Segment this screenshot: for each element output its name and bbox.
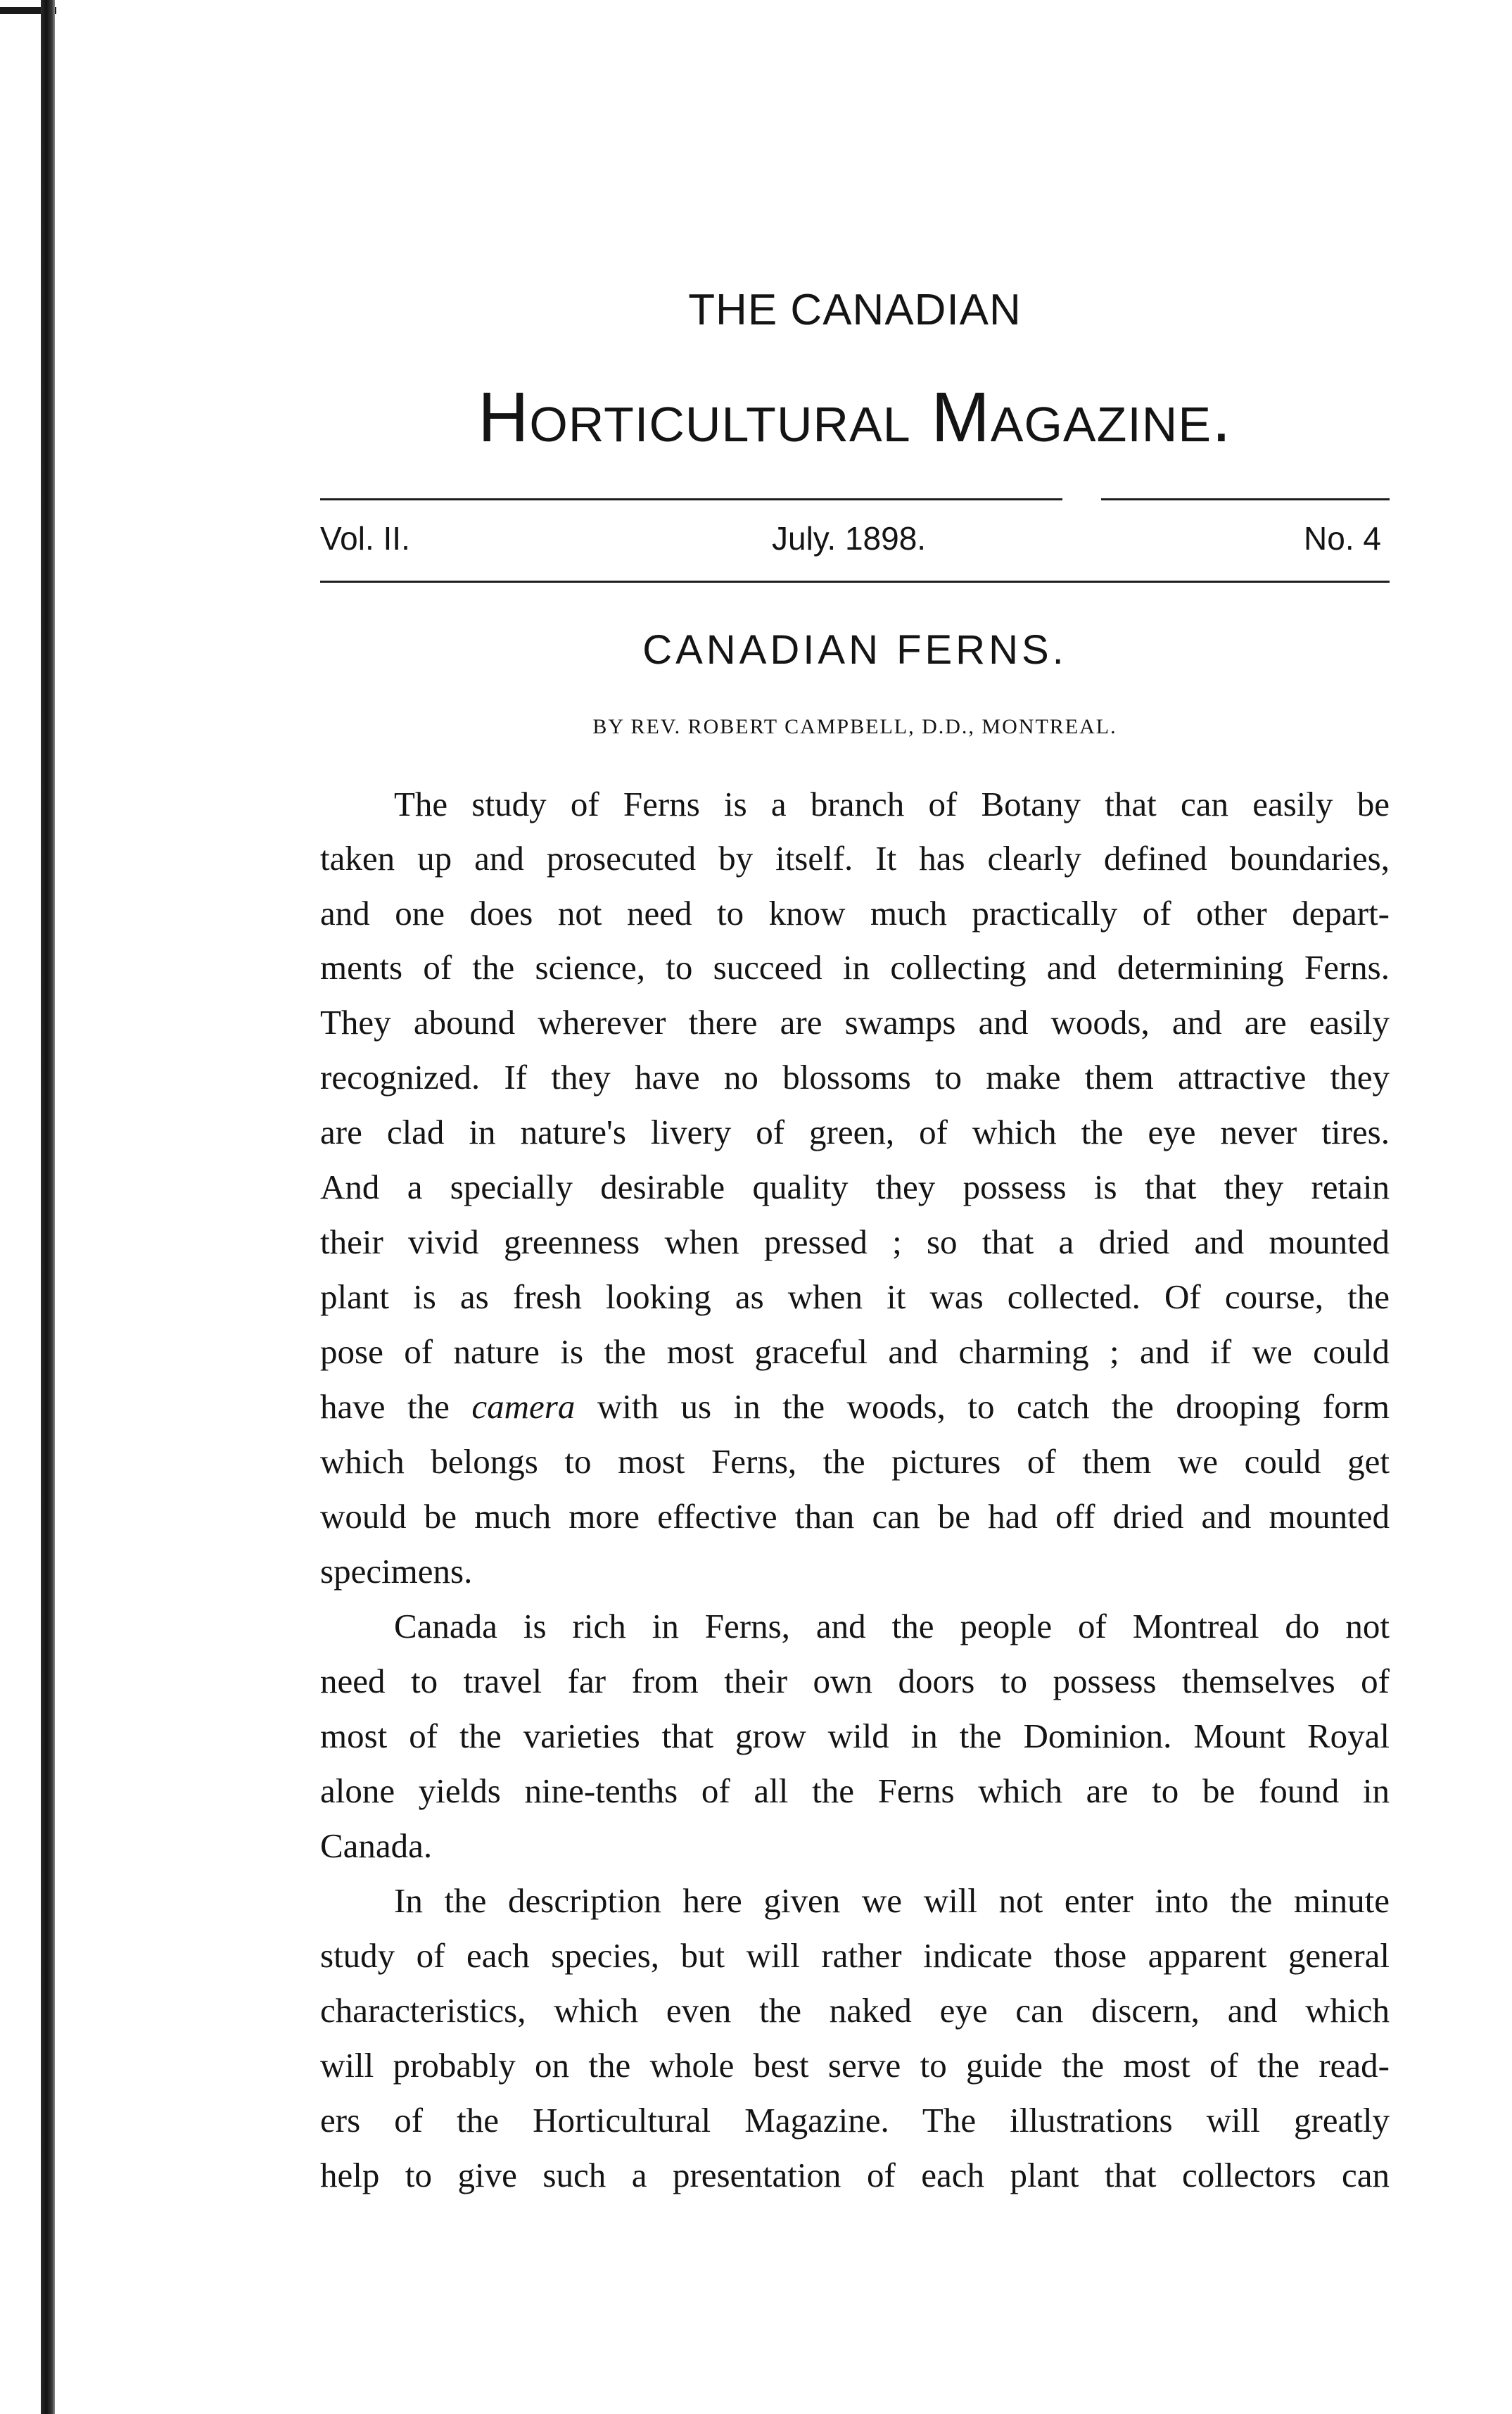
body-line: specimens. xyxy=(320,1552,473,1591)
masthead-title: Horticultural Magazine. xyxy=(478,378,1232,457)
body-line-camera: have the camera with us in the woods, to catch the drooping form xyxy=(320,1387,1390,1426)
body-line: their vivid greenness when pressed ; so that a dried and mounted xyxy=(320,1222,1390,1261)
issue-number: No. 4 xyxy=(1304,520,1381,557)
body-line: will probably on the whole best serve to guide the most of the read- xyxy=(320,2046,1390,2085)
issue-rule xyxy=(320,581,1390,583)
body-line: Canada is rich in Ferns, and the people of Montreal do not xyxy=(394,1607,1390,1645)
page xyxy=(320,0,1390,2414)
issue-date: July. 1898. xyxy=(772,520,927,557)
article-title: CANADIAN FERNS. xyxy=(642,627,1067,673)
body-line: pose of nature is the most graceful and charming ; and if we could xyxy=(320,1332,1390,1371)
article-byline: BY REV. ROBERT CAMPBELL, D.D., MONTREAL. xyxy=(592,715,1117,738)
body-line: characteristics, which even the naked eye can discern, and which xyxy=(320,1991,1390,2030)
body-line: need to travel far from their own doors to possess themselves of xyxy=(320,1662,1390,1700)
body-line: which belongs to most Ferns, the pictures of them we could get xyxy=(320,1442,1390,1481)
body-line: taken up and prosecuted by itself. It has clearly defined boundaries, xyxy=(320,839,1390,878)
body-line: ments of the science, to succeed in collecting and determining Ferns. xyxy=(320,948,1390,987)
body-line: study of each species, but will rather indicate those apparent general xyxy=(320,1936,1390,1975)
body-line: help to give such a presentation of each plant that collectors can xyxy=(320,2156,1390,2194)
body-line: And a specially desirable quality they possess is that they retain xyxy=(320,1168,1390,1206)
body-line: and one does not need to know much practically of other depart- xyxy=(320,894,1390,933)
masthead-rule-right xyxy=(1101,498,1390,500)
body-line: recognized. If they have no blossoms to make them attractive they xyxy=(320,1058,1390,1097)
issue-volume: Vol. II. xyxy=(320,520,410,557)
body-line: Canada. xyxy=(320,1826,433,1865)
body-line: ers of the Horticultural Magazine. The illustrations will greatly xyxy=(320,2101,1390,2140)
body-line: The study of Ferns is a branch of Botany that can easily be xyxy=(394,785,1390,823)
masthead-rule-left xyxy=(320,498,1062,500)
body-line: alone yields nine-tenths of all the Ferns which are to be found in xyxy=(320,1771,1390,1810)
italic-camera: camera xyxy=(471,1387,576,1426)
body-line: plant is as fresh looking as when it was collected. Of course, the xyxy=(320,1277,1390,1316)
body-line: most of the varieties that grow wild in the Dominion. Mount Royal xyxy=(320,1717,1390,1755)
body-line: are clad in nature's livery of green, of which the eye never tires. xyxy=(320,1113,1390,1151)
masthead-the-canadian: THE CANADIAN xyxy=(688,286,1022,334)
binding-spine xyxy=(41,0,55,2414)
body-line: In the description here given we will not enter into the minute xyxy=(394,1881,1390,1920)
body-line: would be much more effective than can be had off dried and mounted xyxy=(320,1497,1390,1536)
body-line: They abound wherever there are swamps and woods, and are easily xyxy=(320,1003,1390,1042)
